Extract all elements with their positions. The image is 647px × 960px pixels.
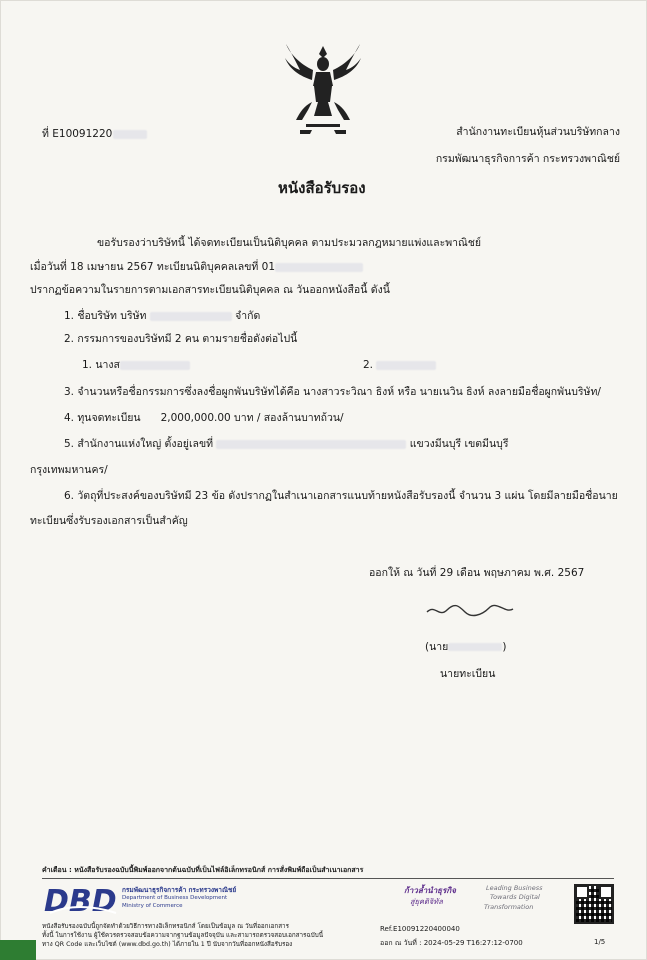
slogan-english-1: Leading Business bbox=[486, 884, 543, 892]
slogan-thai-2: สู่ยุคดิจิทัล bbox=[410, 897, 443, 906]
reference-number: Ref.E10091220400040 bbox=[380, 925, 460, 933]
director-2: 2. bbox=[363, 358, 436, 372]
registrar-name: (นาย ) bbox=[425, 641, 507, 653]
item-objectives-line-2: ทะเบียนซึ่งรับรองเอกสารเป็นสำคัญ bbox=[30, 515, 188, 527]
slogan-english-3: Transformation bbox=[484, 903, 534, 911]
scan-edge-strip bbox=[0, 940, 36, 960]
registrar-title: นายทะเบียน bbox=[440, 668, 496, 680]
office-name: สำนักงานทะเบียนหุ้นส่วนบริษัทกลาง bbox=[456, 126, 620, 138]
department-name-english: Department of Business Development bbox=[122, 895, 228, 901]
dbd-logo-icon bbox=[44, 883, 120, 917]
department-name: กรมพัฒนาธุรกิจการค้า กระทรวงพาณิชย์ bbox=[435, 153, 620, 165]
issue-date: ออกให้ ณ วันที่ 29 เดือน พฤษภาคม พ.ศ. 2567 bbox=[369, 567, 585, 579]
svg-text:DBD: DBD bbox=[44, 884, 117, 917]
footer-divider bbox=[42, 878, 614, 879]
intro-line-1: ขอรับรองว่าบริษัทนี้ ได้จดทะเบียนเป็นนิติบุคคล ตามประมวลกฎหมายแพ่งและพาณิชย์ bbox=[97, 237, 482, 249]
footer-warning: คำเตือน : หนังสือรับรองฉบับนี้พิมพ์ออกจากต้นฉบับที่เป็นไฟล์อิเล็กทรอนิกส์ การสั่งพิมพ์ถือเป็นสำเนาเอกสาร bbox=[42, 866, 364, 874]
document-number: ที่ E10091220 bbox=[42, 127, 147, 141]
item-company-name: 1. ชื่อบริษัท บริษัท จำกัด bbox=[64, 310, 261, 322]
slogan-english-2: Towards Digital bbox=[490, 893, 540, 901]
item-registered-capital: 4. ทุนจดทะเบียน 2,000,000.00 บาท / สองล้านบาทถ้วน/ bbox=[64, 412, 344, 424]
item-objectives-line-1: 6. วัตถุที่ประสงค์ของบริษัทมี 23 ข้อ ดังปรากฏในสำเนาเอกสารแนบท้ายหนังสือรับรองนี้ จำนวน 3 แผ่น โดยมีลายมือชื่อนาย bbox=[64, 490, 618, 502]
footer-fine-print-2: ทั้งนี้ ในการใช้งาน ผู้ใช้ควรตรวจสอบข้อความจากฐานข้อมูลปัจจุบัน และสามารถตรวจสอบเอกสารฉบับนี้ bbox=[42, 932, 324, 939]
document-title: หนังสือรับรอง bbox=[278, 179, 366, 197]
garuda-emblem-icon bbox=[282, 40, 364, 140]
slogan-thai-1: ก้าวล้ำนำธุรกิจ bbox=[404, 886, 456, 895]
registrar-signature bbox=[425, 600, 515, 622]
print-timestamp: ออก ณ วันที่ : 2024-05-29 T16:27:12-0700 bbox=[380, 939, 523, 947]
item-directors: 2. กรรมการของบริษัทมี 2 คน ตามรายชื่อดังต่อไปนี้ bbox=[64, 333, 298, 345]
intro-line-2: เมื่อวันที่ 18 เมษายน 2567 ทะเบียนนิติบุคคลเลขที่ 01 bbox=[30, 260, 363, 274]
verification-qr-code bbox=[574, 884, 614, 924]
department-name-thai: กรมพัฒนาธุรกิจการค้า กระทรวงพาณิชย์ bbox=[122, 886, 237, 894]
head-office-province: กรุงเทพมหานคร/ bbox=[30, 464, 108, 476]
item-authorized-signatories: 3. จำนวนหรือชื่อกรรมการซึ่งลงชื่อผูกพันบริษัทได้คือ นางสาวระวิณา ธิงห์ หรือ นายเนวิน ธิงห์ ลงลายมือชื่อผูกพันบริษัท/ bbox=[64, 386, 601, 398]
ministry-name-english: Ministry of Commerce bbox=[122, 903, 183, 909]
footer-fine-print-3: ทาง QR Code และเว็บไซต์ (www.dbd.go.th) ได้ภายใน 1 ปี นับจากวันที่ออกหนังสือรับรอง bbox=[42, 941, 293, 948]
page-number: 1/5 bbox=[594, 938, 606, 946]
footer-fine-print-1: หนังสือรับรองฉบับนี้ถูกจัดทำด้วยวิธีการทางอิเล็กทรอนิกส์ โดยเป็นข้อมูล ณ วันที่ออกเอกสาร bbox=[42, 923, 289, 930]
intro-line-3: ปรากฏข้อความในรายการตามเอกสารทะเบียนนิติบุคคล ณ วันออกหนังสือนี้ ดังนี้ bbox=[30, 284, 390, 296]
director-1: 1. นางส bbox=[82, 358, 190, 372]
item-head-office: 5. สำนักงานแห่งใหญ่ ตั้งอยู่เลขที่ แขวงมีนบุรี เขตมีนบุรี bbox=[64, 438, 509, 450]
